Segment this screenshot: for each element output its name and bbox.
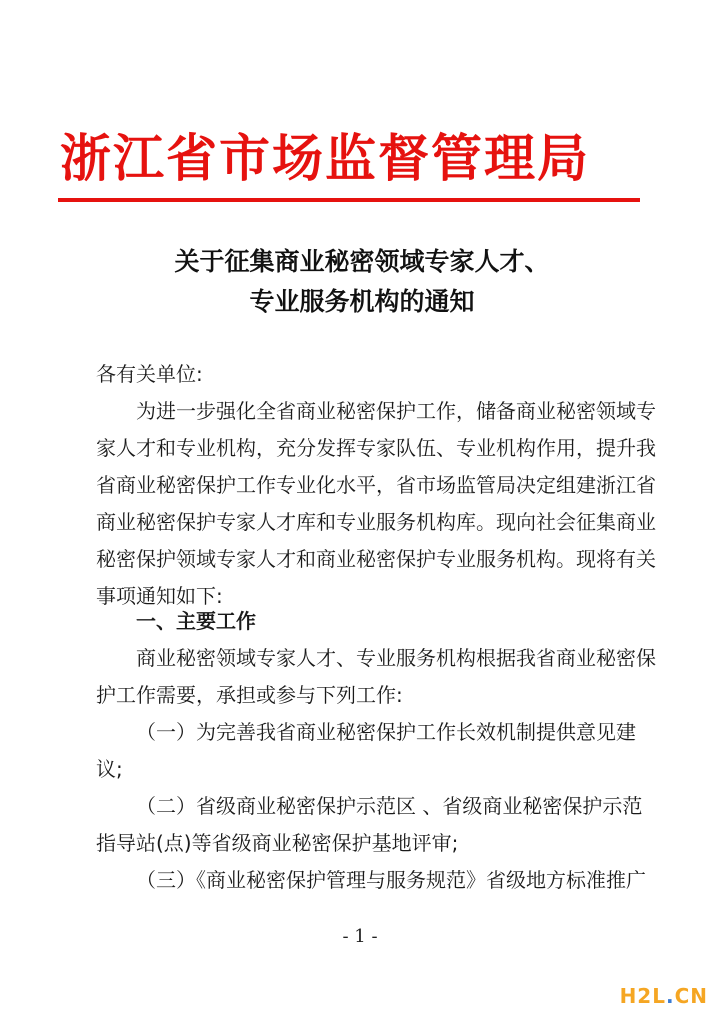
red-divider-line bbox=[58, 198, 640, 202]
watermark-dot: . bbox=[665, 984, 675, 1008]
agency-masthead: 浙江省市场监督管理局 bbox=[60, 129, 591, 189]
paragraph-line: 家人才和专业机构，充分发挥专家队伍、专业机构作用，提升我 bbox=[96, 436, 656, 460]
paragraph-line: 为进一步强化全省商业秘密保护工作，储备商业秘密领域专 bbox=[136, 399, 656, 423]
list-item-line: （一）为完善我省商业秘密保护工作长效机制提供意见建 bbox=[136, 720, 636, 744]
salutation: 各有关单位: bbox=[96, 362, 203, 386]
paragraph-line: 商业秘密保护专家人才库和专业服务机构库。现向社会征集商业 bbox=[96, 510, 656, 534]
list-item-line: 议; bbox=[96, 757, 123, 781]
list-item-line: （二）省级商业秘密保护示范区 、省级商业秘密保护示范 bbox=[136, 794, 643, 818]
watermark-tld: CN bbox=[674, 984, 708, 1008]
paragraph-line: 商业秘密领域专家人才、专业服务机构根据我省商业秘密保 bbox=[136, 646, 656, 670]
paragraph-line: 事项通知如下: bbox=[96, 584, 223, 608]
document-title-line-2: 专业服务机构的通知 bbox=[249, 287, 475, 316]
watermark-brand: H2L bbox=[619, 984, 666, 1008]
section-heading: 一、主要工作 bbox=[136, 609, 256, 633]
paragraph-line: 省商业秘密保护工作专业化水平，省市场监管局决定组建浙江省 bbox=[96, 473, 656, 497]
list-item-line: 指导站(点)等省级商业秘密保护基地评审; bbox=[96, 831, 459, 855]
list-item-line: （三）《商业秘密保护管理与服务规范》省级地方标准推广 bbox=[136, 868, 646, 892]
watermark-logo bbox=[620, 984, 708, 1008]
paragraph-line: 秘密保护领域专家人才和商业秘密保护专业服务机构。现将有关 bbox=[96, 547, 656, 571]
page-number: - 1 - bbox=[342, 926, 378, 947]
document-title-line-1: 关于征集商业秘密领域专家人才、 bbox=[174, 247, 550, 276]
paragraph-line: 护工作需要，承担或参与下列工作: bbox=[96, 683, 403, 707]
